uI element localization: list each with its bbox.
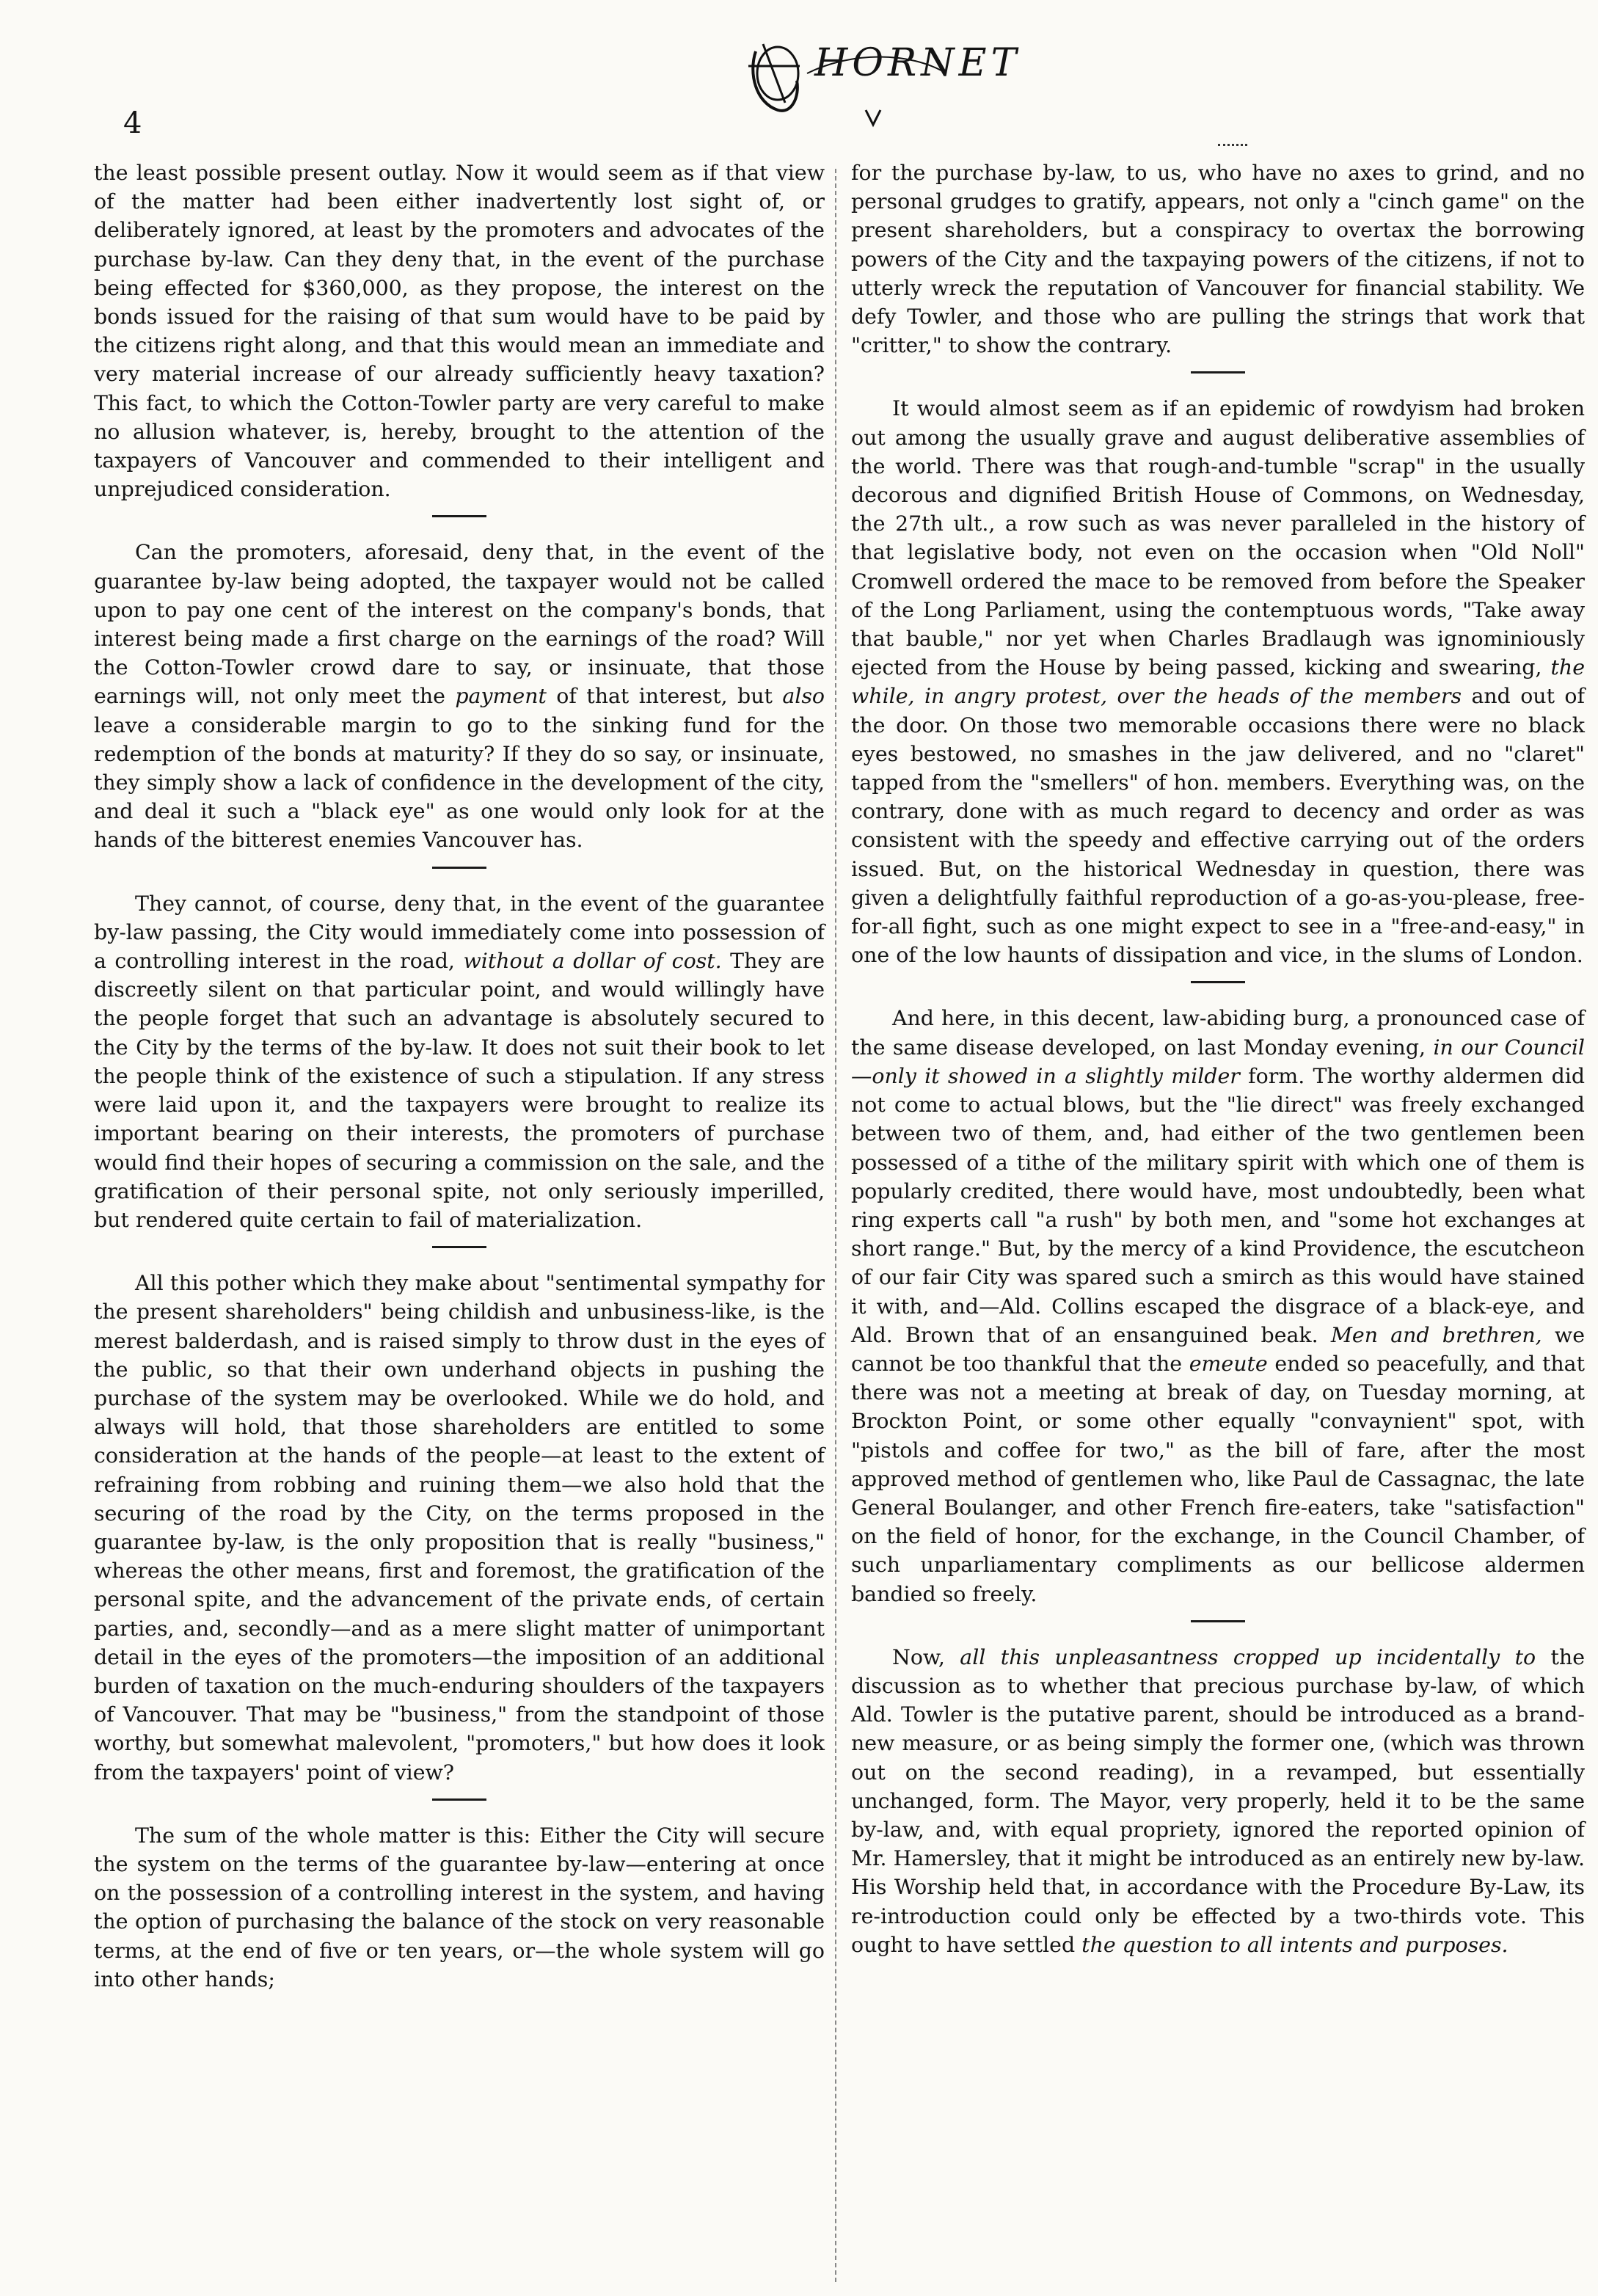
separator-rule (1191, 1620, 1245, 1622)
page-number: 4 (123, 106, 142, 140)
separator-rule (432, 867, 486, 869)
right-column (851, 158, 1585, 1959)
separator-rule (432, 1246, 486, 1248)
masthead-logo (726, 22, 1021, 132)
paragraph: They cannot, of course, deny that, in the event of the guarantee by-law passing, the City would immediately come into possession of a controlling interest in the road, without a dollar of cost. They are discreetly silent on that particular point, and would willingly have the people forget that such an advantage is absolutely secured to the City by the terms of the by-law. It does not suit their book to let the people think of the existence of such a stipulation. If any stress were laid upon it, and the taxpayers were brought to realize its important bearing on their interests, the promoters of purchase would find their hopes of securing a commission on the sale, and the gratification of their personal spite, not only seriously imperilled, but rendered quite certain to fail of materialization. (94, 891, 825, 1232)
separator-rule (432, 1798, 486, 1801)
separator-rule (432, 515, 486, 517)
paragraph: for the purchase by-law, to us, who have no axes to grind, and no personal grudges to gratify, appears, not only a "cinch game" on the present shareholders, but a conspiracy to overtax the borrowing powers of the City and the taxpaying powers of the citizens, if not to utterly wreck the reputation of Vancouver for financial stability. We defy Towler, and those who are pulling the strings that work that "critter," to show the contrary. (851, 161, 1585, 358)
header-rule (1218, 144, 1247, 146)
left-column (94, 158, 825, 1994)
paragraph: Can the promoters, aforesaid, deny that, in the event of the guarantee by-law being adopted, the taxpayer would not be called upon to pay one cent of the interest on the company's bonds, that interest being made a first charge on the earnings of the road? Will the Cotton-Towler crowd dare to say, or insinuate, that those earnings will, not only meet the payment of that interest, but also leave a considerable margin to go to the sinking fund for the redemption of the bonds at maturity? If they do so say, or insinuate, they simply show a lack of confidence in the development of the city, and deal it such a "black eye" as one would only look for at the hands of the bitterest enemies Vancouver has. (94, 540, 825, 853)
column-divider (835, 169, 836, 2282)
separator-rule (1191, 981, 1245, 983)
masthead-title: HORNET (814, 41, 1021, 85)
paragraph: And here, in this decent, law-abiding burg, a pronounced case of the same disease developed, on last Monday evening, in our Council—only it showed in a slightly milder form. The worthy aldermen did not come to actual blows, but the "lie direct" was freely exchanged between two of them, and, had either of the two gentlemen been possessed of a tithe of the military spirit with which one of them is popularly credited, there would have, most undoubtedly, been what ring experts call "a rush" by both men, and "some hot exchanges at short range." But, by the mercy of a kind Providence, the escutcheon of our fair City was spared such a smirch as this would have stained it with, and—Ald. Collins escaped the disgrace of a black-eye, and Ald. Brown that of an ensanguined beak. Men and brethren, we cannot be too thankful that the emeute ended so peacefully, and that there was not a meeting at break of day, on Tuesday morning, at Brockton Point, or some other equally "convaynient" spot, with "pistols and coffee for two," as the bill of fare, after the most approved method of gentlemen who, like Paul de Cassagnac, the late General Boulanger, and other French fire-eaters, take "satisfaction" on the field of honor, for the exchange, in the Council Chamber, of such unparliamentary compliments as our bellicose aldermen bandied so freely. (851, 1006, 1586, 1606)
paragraph: The sum of the whole matter is this: Either the City will secure the system on the terms of the guarantee by-law—entering at once on the possession of a controlling interest in the system, and having the option of purchasing the balance of the stock on very reasonable terms, at the end of five or ten years, or—the whole system will go into other hands; (94, 1823, 825, 1991)
paragraph: All this pother which they make about "sentimental sympathy for the present shareholders" being childish and unbusiness-like, is the merest balderdash, and is raised simply to throw dust in the eyes of the public, so that their own underhand objects in pushing the purchase of the system may be overlooked. While we do hold, and always will hold, that those shareholders are entitled to some consideration at the hands of the people—at least to the extent of refraining from robbing and ruining them—we also hold that the securing of the road by the City, on the terms proposed in the guarantee by-law, is the only proposition that is really "business," whereas the other means, first and foremost, the gratification of the personal spite, and the advancement of the private ends, of certain parties, and, secondly—and as a mere slight matter of unimportant detail in the eyes of the promoters—the imposition of an additional burden of taxation on the much-enduring shoulders of the taxpayers of Vancouver. That may be "business," from the standpoint of those worthy, but somewhat malevolent, "promoters," but how does it look from the taxpayers' point of view? (94, 1271, 825, 1785)
paragraph: It would almost seem as if an epidemic of rowdyism had broken out among the usually grave and august deliberative assemblies of the world. There was that rough-and-tumble "scrap" in the usually decorous and dignified British House of Commons, on Wednesday, the 27th ult., a row such as was never paralleled in the history of that legislative body, not even on the occasion when "Old Noll" Cromwell ordered the mace to be removed from before the Speaker of the Long Parliament, using the contemptuous words, "Take away that bauble," nor yet when Charles Bradlaugh was ignominiously ejected from the House by being passed, kicking and swearing, the while, in angry protest, over the heads of the members and out of the door. On those two memorable occasions there were no black eyes bestowed, no smashes in the jaw delivered, and no "claret" tapped from the "smellers" of hon. members. Everything was, on the contrary, done with as much regard to decency and order as was consistent with the speedy and effective carrying out of the orders issued. But, on the historical Wednesday in question, there was given a delightfully faithful reproduction of a go-as-you-please, free-for-all fight, such as one might expect to see in a "free-and-easy," in one of the low haunts of dissipation and vice, in the slums of London. (851, 396, 1585, 968)
paragraph: Now, all this unpleasantness cropped up incidentally to the discussion as to whether that precious purchase by-law, of which Ald. Towler is the putative parent, should be introduced as a brand-new measure, or as being simply the former one, (which was thrown out on the second reading), in a revamped, but essentially unchanged, form. The Mayor, very properly, held it to be the same by-law, and, with equal propriety, ignored the reported opinion of Mr. Hamersley, that it might be introduced as an entirely new by-law. His Worship held that, in accordance with the Procedure By-Law, its re-introduction could only be effected by a two-thirds vote. This ought to have settled the question to all intents and purposes. (851, 1644, 1585, 1957)
separator-rule (1191, 371, 1245, 373)
paragraph: the least possible present outlay. Now it would seem as if that view of the matter had been either inadvertently lost sight of, or deliberately ignored, at least by the promoters and advocates of the purchase by-law. Can they deny that, in the event of the purchase being effected for $360,000, as they propose, the interest on the bonds issued for the raising of that sum would have to be paid by the citizens right along, and that this would mean an immediate and very material increase of our already sufficiently heavy taxation? This fact, to which the Cotton-Towler party are very careful to make no allusion whatever, is, hereby, brought to the attention of the taxpayers of Vancouver and commended to their intelligent and unprejudiced consideration. (94, 161, 825, 502)
